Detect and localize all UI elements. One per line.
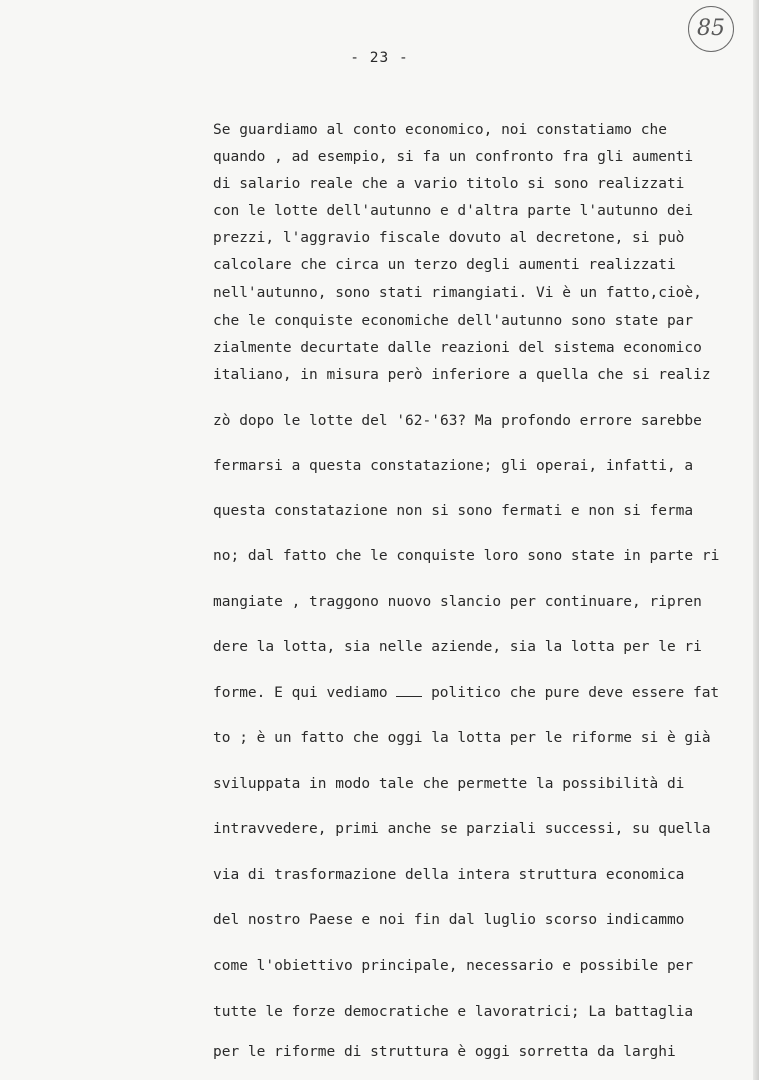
text-line: come l'obiettivo principale, necessario e possibile per (213, 958, 694, 974)
text-line: quando , ad esempio, si fa un confronto fra gli aumenti (213, 149, 694, 165)
blank-underline (396, 686, 422, 697)
line-suffix: politico che pure deve essere fat (431, 685, 720, 701)
text-line: tutte le forze democratiche e lavoratrici; La battaglia (213, 1004, 694, 1020)
text-line: no; dal fatto che le conquiste loro sono state in parte ri (213, 548, 720, 564)
line-prefix: forme. E qui vediamo (213, 685, 388, 701)
text-line: zialmente decurtate dalle reazioni del sistema economico (213, 340, 702, 356)
text-line: dere la lotta, sia nelle aziende, sia la lotta per le ri (213, 639, 702, 655)
text-line: sviluppata in modo tale che permette la possibilità di (213, 776, 685, 792)
text-line: Se guardiamo al conto economico, noi constatiamo che (213, 122, 667, 138)
text-line: mangiate , traggono nuovo slancio per continuare, ripren (213, 594, 702, 610)
text-line: questa constatazione non si sono fermati e non si ferma (213, 503, 694, 519)
page-stamp (688, 6, 734, 52)
text-line: prezzi, l'aggravio fiscale dovuto al decretone, si può (213, 230, 685, 246)
stamp-number: 85 (697, 16, 725, 41)
text-line: calcolare che circa un terzo degli aumenti realizzati (213, 257, 676, 273)
text-line-with-blank (213, 684, 719, 702)
text-line: fermarsi a questa constatazione; gli operai, infatti, a (213, 458, 694, 474)
text-line: del nostro Paese e noi fin dal luglio scorso indicammo (213, 912, 685, 928)
text-line: con le lotte dell'autunno e d'altra parte l'autunno dei (213, 203, 694, 219)
page-edge-shadow (753, 0, 759, 1080)
text-line: to ; è un fatto che oggi la lotta per le riforme si è già (213, 730, 711, 746)
text-line: italiano, in misura però inferiore a quella che si realiz (213, 367, 711, 383)
text-line: che le conquiste economiche dell'autunno sono state par (213, 313, 694, 329)
text-line: intravvedere, primi anche se parziali successi, su quella (213, 821, 711, 837)
text-line: nell'autunno, sono stati rimangiati. Vi è un fatto,cioè, (213, 285, 702, 301)
text-line: di salario reale che a vario titolo si sono realizzati (213, 176, 685, 192)
text-line: per le riforme di struttura è oggi sorretta da larghi (213, 1044, 676, 1060)
text-line: via di trasformazione della intera struttura economica (213, 867, 685, 883)
text-line: zò dopo le lotte del '62-'63? Ma profondo errore sarebbe (213, 413, 702, 429)
page-number: - 23 - (350, 50, 409, 66)
